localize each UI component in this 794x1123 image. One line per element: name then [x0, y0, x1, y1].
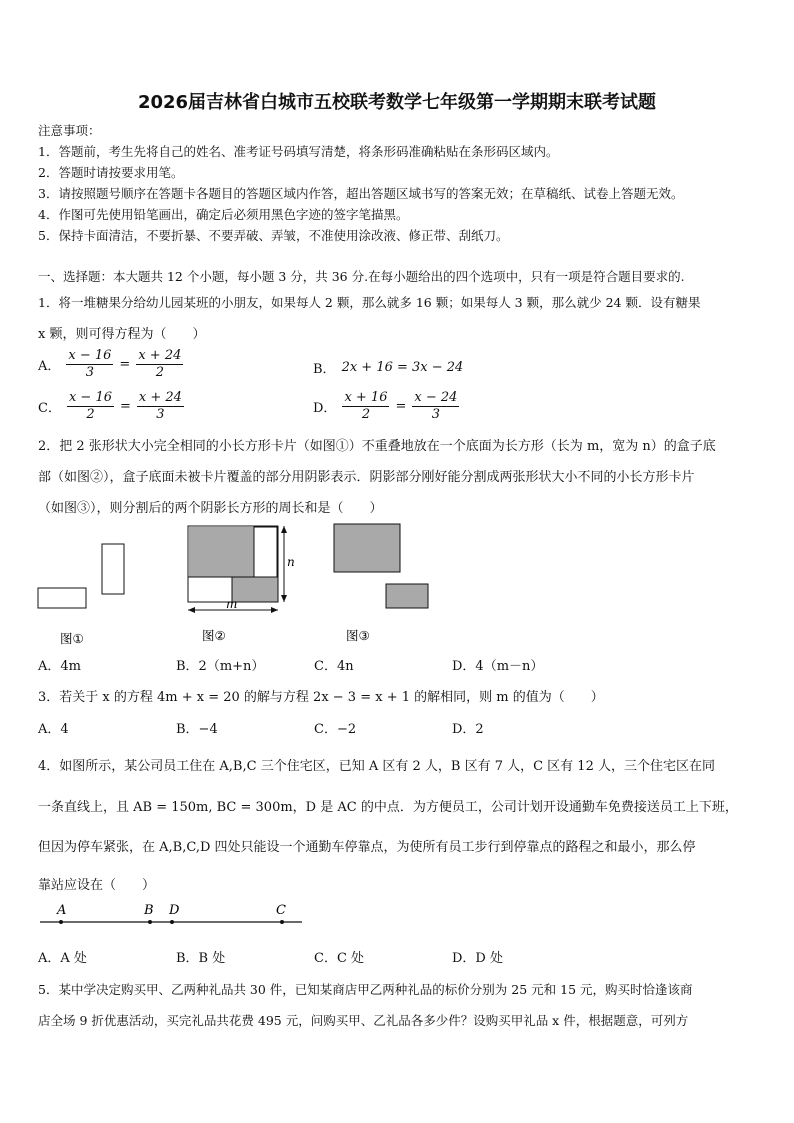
arrow-right-icon [271, 607, 278, 613]
section-heading: 一、选择题：本大题共 12 个小题，每小题 3 分，共 36 分.在每小题给出的四个选项中，只有一项是符合题目要求的. [38, 269, 685, 284]
option-equation: 2x + 16 = 3x − 24 [341, 360, 464, 375]
label-d: D [169, 903, 180, 918]
option-label: A． [38, 359, 61, 374]
q2-option-c: C．4n [314, 659, 354, 674]
shaded-region-top [189, 527, 254, 577]
card-vertical [102, 544, 124, 594]
shaded-region-bottom [232, 577, 278, 602]
q2-option-b: B．2（m+n） [176, 659, 265, 674]
q1-stem-line1: 1．将一堆糖果分给幼儿园某班的小朋友，如果每人 2 颗，那么就多 16 颗；如果每人 3 颗，那么就少 24 颗．设有糖果 [38, 295, 701, 310]
fraction: $\frac{x - 16}{3}$ [68, 348, 112, 380]
q2-option-a: A．4m [38, 659, 81, 674]
point-d [170, 920, 174, 924]
q4-option-c: C．C 处 [314, 951, 365, 966]
note-item: 4．作图可先使用铅笔画出，确定后必须用黑色字迹的签字笔描黑。 [38, 207, 409, 222]
q1-option-d [313, 390, 459, 423]
fraction: $\frac{x - 24}{3}$ [414, 390, 458, 422]
n-label: n [287, 555, 295, 569]
q5-stem-line1: 5．某中学决定购买甲、乙两种礼品共 30 件，已知某商店甲乙两种礼品的标价分别为 25 元和 15 元，购买时恰逢该商 [38, 982, 693, 997]
q2-stem-line2: 部（如图②），盒子底面未被卡片覆盖的部分用阴影表示．阴影部分刚好能分割成两张形状大小不同的小长方形卡片 [38, 470, 695, 485]
card-horizontal [38, 588, 86, 608]
q2-figure [30, 520, 430, 650]
q3-option-b: B．−4 [176, 722, 218, 737]
note-item: 1．答题前，考生先将自己的姓名、准考证号码填写清楚，将条形码准确粘贴在条形码区域内。 [38, 144, 559, 159]
q4-stem-line2: 一条直线上，且 AB = 150m, BC = 300m，D 是 AC 的中点．为方便员工，公司计划开设通勤车免费接送员工上下班， [38, 800, 738, 815]
fraction: $\frac{x + 16}{2}$ [344, 390, 388, 422]
q1-option-c [38, 390, 184, 423]
q4-stem-line3: 但因为停车紧张，在 A,B,C,D 四处只能设一个通勤车停靠点，为使所有员工步行到停靠点的路程之和最小，那么停 [38, 840, 696, 855]
q4-number-line [36, 898, 306, 932]
fraction: $\frac{x + 24}{3}$ [138, 390, 182, 422]
m-label: m [226, 597, 238, 611]
card-vertical-in-box [254, 527, 277, 577]
q3-option-d: D．2 [452, 722, 484, 737]
q4-option-b: B．B 处 [176, 951, 226, 966]
arrow-left-icon [188, 607, 195, 613]
fig1-label: 图① [60, 631, 84, 646]
note-item: 3．请按照题号顺序在答题卡各题目的答题区域内作答，超出答题区域书写的答案无效；在草稿纸、试卷上答题无效。 [38, 186, 684, 201]
q2-stem-line3: （如图③），则分割后的两个阴影长方形的周长和是（ ） [38, 501, 383, 516]
fraction: $\frac{x + 24}{2}$ [138, 348, 182, 380]
q1-option-b [313, 358, 463, 377]
q2-stem-line1: 2．把 2 张形状大小完全相同的小长方形卡片（如图①）不重叠地放在一个底面为长方形（长为 m，宽为 n）的盒子底 [38, 439, 716, 454]
q1-stem-line2: x 颗，则可得方程为（ ） [38, 327, 206, 342]
shaded-rect-large [334, 524, 400, 572]
notes-heading: 注意事项： [38, 123, 101, 138]
option-label: D． [313, 401, 337, 416]
fraction: $\frac{x - 16}{2}$ [68, 390, 112, 422]
q4-option-a: A．A 处 [38, 951, 87, 966]
q3-stem: 3．若关于 x 的方程 4m + x = 20 的解与方程 2x − 3 = x + 1 的解相同，则 m 的值为（ ） [38, 690, 604, 705]
equals-sign: = [119, 357, 131, 372]
q3-option-a: A．4 [38, 722, 69, 737]
label-a: A [57, 903, 67, 918]
note-item: 5．保持卡面清洁，不要折暴、不要弄破、弄皱，不准使用涂改液、修正带、刮纸刀。 [38, 228, 509, 243]
arrow-down-icon [281, 595, 287, 602]
equals-sign: = [119, 399, 131, 414]
point-a [59, 920, 63, 924]
arrow-up-icon [281, 526, 287, 533]
q2-option-d: D．4（m－n） [452, 659, 544, 674]
q5-stem-line2: 店全场 9 折优惠活动，买完礼品共花费 495 元，问购买甲、乙礼品各多少件？设购买甲礼品 x 件，根据题意，可列方 [38, 1013, 689, 1028]
q4-stem-line4: 靠站应设在（ ） [38, 878, 156, 893]
q3-option-c: C．−2 [314, 722, 357, 737]
point-b [148, 920, 152, 924]
fig2-label: 图② [202, 628, 226, 643]
label-c: C [276, 903, 286, 918]
page-title: 2026届吉林省白城市五校联考数学七年级第一学期期末联考试题 [137, 92, 657, 113]
q4-option-d: D．D 处 [452, 951, 503, 966]
point-c [280, 920, 284, 924]
q4-stem-line1: 4．如图所示，某公司员工住在 A,B,C 三个住宅区，已知 A 区有 2 人，B 区有 7 人，C 区有 12 人，三个住宅区在同 [38, 759, 715, 774]
q1-option-a [38, 348, 183, 381]
fig3-label: 图③ [346, 628, 370, 643]
shaded-rect-small [386, 584, 428, 608]
option-label: C． [38, 401, 61, 416]
option-label: B． [313, 362, 336, 377]
label-b: B [144, 903, 154, 918]
note-item: 2．答题时请按要求用笔。 [38, 165, 184, 180]
equals-sign: = [395, 399, 407, 414]
